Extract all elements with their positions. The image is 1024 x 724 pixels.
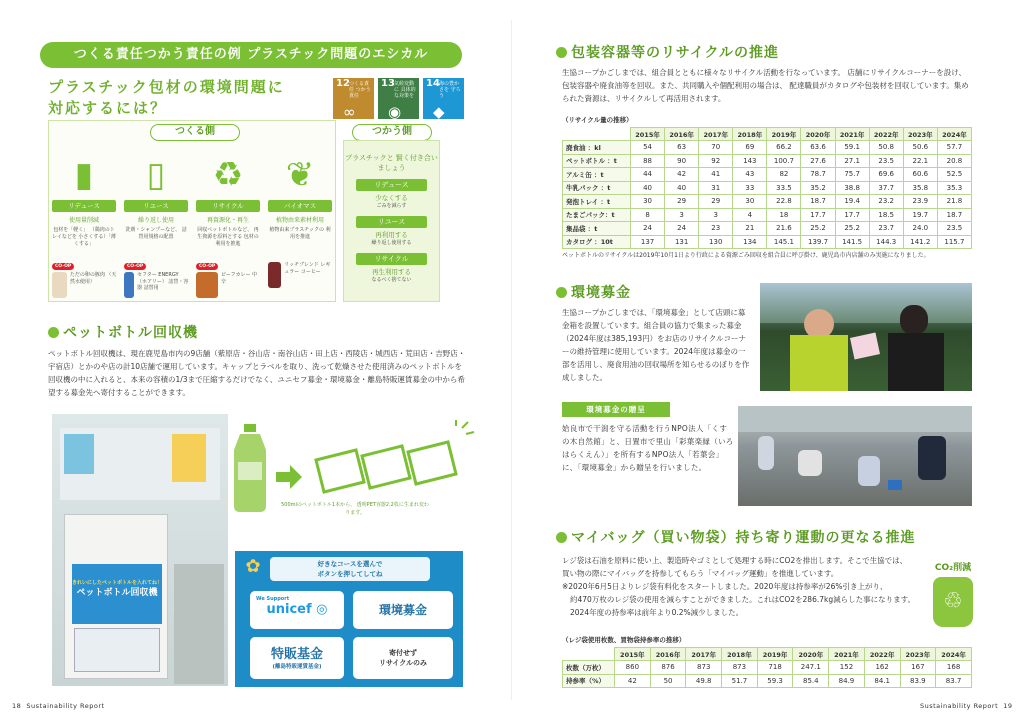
table-cell: 860: [615, 661, 651, 675]
tsukau-tag: リデュース: [356, 179, 427, 191]
product-row: [268, 262, 334, 288]
table-cell: 38.8: [835, 181, 869, 195]
product-example: [124, 260, 190, 298]
envelope: [850, 333, 880, 360]
tsukuru-heading: つくる側: [150, 124, 240, 141]
table-cell: 141.5: [835, 235, 869, 249]
sdg-goal-12: [333, 78, 374, 119]
table-cell: 29: [665, 195, 699, 209]
column-header: 2018年: [733, 128, 767, 141]
person: [918, 436, 946, 480]
table-cell: 23.5: [937, 222, 971, 236]
table-cell: 40: [631, 181, 665, 195]
row-label: 廃食油 ：kl: [563, 141, 631, 155]
screen-instruction-line1: 好きなコースを選んで: [317, 560, 383, 568]
table-cell: 23: [699, 222, 733, 236]
table-cell: 4: [733, 208, 767, 222]
table-cell: 21.8: [937, 195, 971, 209]
tsukau-title: プラスチックと 賢く付き合いましょう: [345, 154, 438, 172]
bag-heading: [556, 527, 915, 547]
table-cell: 50: [650, 674, 686, 688]
sdg-goal-14: [423, 78, 464, 119]
report-name: Sustainability Report: [920, 702, 999, 710]
item-subtitle: 使用量削減: [68, 217, 99, 224]
table-cell: 18.7: [937, 208, 971, 222]
table-cell: 131: [665, 235, 699, 249]
poster: [64, 434, 94, 474]
table-cell: 78.7: [801, 168, 835, 182]
sdg-text: 海の豊かさを 守ろう: [439, 81, 461, 99]
bag-table-caption: （レジ袋使用枚数、買物袋持参率の推移）: [562, 636, 686, 644]
product-example: [268, 260, 334, 288]
column-header: 2022年: [864, 648, 900, 661]
coop-logo: CO-OP: [52, 263, 74, 270]
pet-heading-text: ペットボトル回収機: [63, 325, 198, 341]
bag-paragraph: [562, 554, 922, 619]
unicef-text: unicef: [266, 602, 312, 617]
table-cell: 50.8: [869, 141, 903, 155]
person: [858, 456, 880, 486]
table-cell: 25.2: [801, 222, 835, 236]
table-row: [563, 141, 972, 155]
machine-label-text: ペットボトル回収機: [76, 588, 158, 598]
bag-line: 買い物の際にマイバッグを持参してもらう「マイバッグ運動」を推進しています。: [562, 569, 839, 578]
product-caption: ビーフカレー 中辛: [220, 272, 258, 285]
column-header: 2024年: [936, 648, 972, 661]
column-header: 2015年: [631, 128, 665, 141]
table-row: [563, 181, 972, 195]
table-cell: 63: [665, 141, 699, 155]
table-cell: 90: [665, 154, 699, 168]
bullet-dot: [48, 327, 59, 338]
table-cell: 23.2: [869, 195, 903, 209]
table-cell: 24: [631, 222, 665, 236]
fund-heading: [556, 282, 631, 302]
table-cell: 139.7: [801, 235, 835, 249]
column-header: 2023年: [903, 128, 937, 141]
coop-logo: CO-OP: [196, 263, 218, 270]
table-cell: 83.9: [900, 674, 936, 688]
table-cell: 247.1: [793, 661, 829, 675]
table-row: [563, 208, 972, 222]
row-label: アルミ缶 ：t: [563, 168, 631, 182]
gift-tag: 環境募金の贈呈: [562, 402, 670, 417]
table-cell: 21.6: [767, 222, 801, 236]
table-cell: 57.7: [937, 141, 971, 155]
recycle-icon: ♻: [212, 155, 244, 195]
table-cell: 152: [829, 661, 865, 675]
table-row: [563, 222, 972, 236]
table-cell: 52.5: [937, 168, 971, 182]
recycle-note: ペットボトルのリサイクルは2019年10月1日より行政による資源ごみ回収を組合員に呼び掛け、鹿児島市内店舗のみ実施になりました。: [562, 252, 930, 259]
sdg-text: 気候変動に 具体的な対策を: [394, 81, 416, 99]
table-cell: 31: [699, 181, 733, 195]
right-footer: [920, 702, 1013, 710]
fund-heading-text: 環境募金: [571, 285, 631, 301]
table-cell: 3: [665, 208, 699, 222]
unicef-button[interactable]: [250, 591, 344, 629]
tsukau-tag: リサイクル: [356, 253, 427, 265]
refill-pack-icon: ▯: [146, 155, 166, 195]
table-cell: 17.7: [801, 208, 835, 222]
tsukau-detail: なるべく捨てない: [371, 277, 412, 283]
bag-line: 2024年度の持参率は前年より0.2%減少しました。: [570, 608, 744, 617]
table-cell: 8: [631, 208, 665, 222]
bullet-dot: [556, 287, 567, 298]
table-cell: 29: [699, 195, 733, 209]
bottle-caption: 500mlのペットボトル1本から、 透明PET容器2.2枚に生まれ変わります。: [281, 502, 429, 516]
table-cell: 33.5: [767, 181, 801, 195]
product-package: [268, 262, 281, 288]
cat-mascot-icon: ✿: [245, 556, 261, 577]
sky: [760, 283, 972, 323]
tidal-flat-photo: [738, 406, 972, 506]
tokuhan-main-text: 特販基金: [270, 647, 323, 662]
table-cell: 54: [631, 141, 665, 155]
no-donation-line1: 寄付せず: [389, 649, 417, 657]
table-cell: 168: [936, 661, 972, 675]
product-caption: セフター ENERGY （ホアリー） 詰替・容器 詰替用: [137, 272, 189, 291]
sparkle-icon: [456, 420, 474, 434]
column-header: 2017年: [686, 648, 722, 661]
infinity-icon: ∞: [343, 103, 356, 121]
page-number: 18: [12, 702, 22, 710]
product-package: [196, 272, 218, 298]
bag-table: [562, 647, 972, 688]
table-row: [563, 195, 972, 209]
table-cell: 41: [699, 168, 733, 182]
table-cell: 873: [686, 661, 722, 675]
env-fund-button[interactable]: 環境募金: [353, 591, 453, 629]
person-head: [900, 305, 928, 335]
screen-instruction: [270, 557, 430, 581]
item-tag: リデュース: [52, 200, 116, 212]
title-line-1: プラスチック包材の環境問題に: [48, 78, 285, 96]
co2-reduction-badge: [926, 560, 980, 636]
table-cell: 134: [733, 235, 767, 249]
column-header: 2020年: [793, 648, 829, 661]
table-cell: 42: [665, 168, 699, 182]
row-label: ペットボトル ：t: [563, 154, 631, 168]
table-cell: 24: [665, 222, 699, 236]
table-cell: 19.4: [835, 195, 869, 209]
table-cell: 20.8: [937, 154, 971, 168]
table-cell: 3: [699, 208, 733, 222]
table-cell: 23.5: [869, 154, 903, 168]
bottle-icon: [234, 424, 266, 512]
sdg-goal-13: [378, 78, 419, 119]
person-jacket: [888, 333, 944, 391]
gift-paragraph: 姶良市で干潟を守る活動を行うNPO法人「くすの木自然館」と、日置市で里山「彩葉楽縁（いろはらくえん）」を所有するNPO法人「若葉会」に、「環境募金」から贈呈を行いました。: [562, 424, 734, 472]
bag-line: ※2020年6月5日よりレジ袋有料化をスタートしました。2020年度は持参率が26%引き上がり、: [562, 582, 888, 591]
recycling-machine-photo: [52, 414, 228, 686]
table-cell: 23.9: [903, 195, 937, 209]
table-row: [563, 674, 972, 688]
title-line-2: 対応するには？: [48, 99, 168, 117]
row-label: 牛乳パック ：t: [563, 181, 631, 195]
item-tag: リユース: [124, 200, 188, 212]
leaf-icon: ❦: [285, 155, 315, 195]
coop-logo: CO-OP: [124, 263, 146, 270]
tsukuru-items: [52, 150, 332, 300]
table-cell: 42: [615, 674, 651, 688]
tsukuru-item: [52, 150, 116, 248]
tsukuru-item: [268, 150, 332, 241]
co2-text: CO₂削減: [934, 563, 972, 573]
table-cell: 145.1: [767, 235, 801, 249]
column-header: 2022年: [869, 128, 903, 141]
bottle-icon: ▮: [74, 155, 94, 195]
table-cell: 49.8: [686, 674, 722, 688]
table-cell: 27.1: [835, 154, 869, 168]
table-cell: 84.1: [864, 674, 900, 688]
report-name: Sustainability Report: [26, 702, 105, 710]
tokuhan-sub-text: (離島特販運賃基金): [272, 664, 322, 670]
bag-heading-text: マイバッグ（買い物袋）持ち寄り運動の更なる推進: [571, 530, 916, 546]
table-cell: 92: [699, 154, 733, 168]
table-cell: 137: [631, 235, 665, 249]
donation-photo: [760, 283, 972, 391]
column-header: 2021年: [829, 648, 865, 661]
recycle-table-caption: （リサイクル量の推移）: [562, 116, 633, 124]
table-cell: 30: [631, 195, 665, 209]
table-cell: 18.5: [869, 208, 903, 222]
globe-icon: ◎: [316, 602, 328, 617]
person: [798, 450, 822, 476]
table-cell: 873: [722, 661, 758, 675]
table-cell: 141.2: [903, 235, 937, 249]
table-cell: 70: [699, 141, 733, 155]
item-description: 植物由来プラスチックの 利用を推進: [269, 227, 331, 240]
sdg-number: 12: [336, 78, 350, 89]
pet-heading: [48, 322, 198, 342]
sdg-icons: [333, 78, 467, 120]
row-label: 集品袋 ：t: [563, 222, 631, 236]
table-cell: 59.1: [835, 141, 869, 155]
item-subtitle: 再資源化・再生: [206, 217, 249, 224]
page-divider: [511, 20, 512, 700]
table-cell: 66.2: [767, 141, 801, 155]
page-title: [48, 77, 285, 119]
product-row: [124, 272, 190, 298]
table-cell: 876: [650, 661, 686, 675]
table-cell: 27.6: [801, 154, 835, 168]
water: [738, 406, 972, 432]
table-cell: 144.3: [869, 235, 903, 249]
person-jacket: [790, 335, 848, 391]
table-row: [563, 168, 972, 182]
unicef-small-text: We Support: [256, 596, 290, 602]
item-description: 回収ペットボトルなど、 再生資源を原料とする 包材の利用を推進: [197, 227, 259, 247]
table-cell: 69.6: [869, 168, 903, 182]
row-label: 発泡トレイ ：t: [563, 195, 631, 209]
tsukau-subtitle: 少なくする: [375, 194, 408, 202]
table-cell: 43: [733, 168, 767, 182]
bullet-dot: [556, 532, 567, 543]
item-tag: バイオマス: [268, 200, 332, 212]
table-cell: 22.8: [767, 195, 801, 209]
column-header: 2019年: [757, 648, 793, 661]
table-cell: 100.7: [767, 154, 801, 168]
table-cell: 75.7: [835, 168, 869, 182]
table-cell: 167: [900, 661, 936, 675]
machine-door: [74, 628, 160, 672]
bullet-dot: [556, 47, 567, 58]
table-cell: 88: [631, 154, 665, 168]
no-donation-button[interactable]: [353, 637, 453, 679]
table-cell: 35.8: [903, 181, 937, 195]
column-header: 2017年: [699, 128, 733, 141]
column-header: 2021年: [835, 128, 869, 141]
tsukau-subtitle: 再生利用する: [372, 268, 411, 276]
column-header: 2024年: [937, 128, 971, 141]
tsukau-box: [343, 140, 440, 302]
recycle-paragraph: 生協コープかごしまでは、組合員とともに様々なリサイクル活動を行なっています。 店舗にリサイクルコーナーを設け、包装容器や廃食油等を回収。また、共同購入や個配利用の場合は、 配達職員がカタログや包装材を回収しています。集められた資源は、リサイクルして再活用されます。: [562, 68, 969, 103]
table-cell: 22.1: [903, 154, 937, 168]
table-cell: 35.2: [801, 181, 835, 195]
table-cell: 19.7: [903, 208, 937, 222]
product-package: [124, 272, 134, 298]
table-cell: 59.3: [757, 674, 793, 688]
pet-paragraph: ペットボトル回収機は、現在鹿児島市内の9店舗（紫原店・谷山店・南谷山店・田上店・西陵店・城西店・荒田店・吉野店・宇宿店）とかのや店の計10店舗で運用しています。キャップとラベルを取り、洗って乾燥させた使用済みのペットボトルを回収機の中に入れると、本来の容積の1/3まで圧縮するだけでなく、ユニセフ募金・環境募金・離島特販運賃募金の中から希望する募金先へ寄付することができます。: [48, 349, 466, 397]
item-subtitle: 繰り返し使用: [137, 217, 174, 224]
product-caption: リッチブレンド レギュラー コーヒー: [284, 262, 331, 275]
table-cell: 63.6: [801, 141, 835, 155]
bag-line: 約470万枚のレジ袋の使用を減らすことができました。これはCO2を286.7kg減らした事になります。: [570, 595, 916, 604]
eye-globe-icon: ◉: [388, 103, 402, 121]
item-subtitle: 植物由来素材利用: [275, 217, 324, 224]
table-cell: 83.7: [936, 674, 972, 688]
table-cell: 143: [733, 154, 767, 168]
table-cell: 60.6: [903, 168, 937, 182]
poster: [172, 434, 206, 482]
table-cell: 44: [631, 168, 665, 182]
tsukau-rows: [344, 179, 439, 284]
column-header: 2019年: [767, 128, 801, 141]
row-label: たまごパック：t: [563, 208, 631, 222]
product-package: [52, 272, 67, 298]
bag-line: レジ袋は石油を原料に使い上、製造時やゴミとして処理する時にCO2を排出します。そこで生協では、: [562, 556, 908, 565]
page-number: 19: [1003, 702, 1013, 710]
item-tag: リサイクル: [196, 200, 260, 212]
column-header: 2023年: [900, 648, 936, 661]
fish-icon: ◆: [433, 103, 445, 121]
column-header: 2016年: [650, 648, 686, 661]
table-cell: 50.6: [903, 141, 937, 155]
table-cell: 85.4: [793, 674, 829, 688]
table-cell: 35.3: [937, 181, 971, 195]
unicef-logo: [250, 602, 344, 617]
product-row: [196, 272, 262, 298]
table-cell: 115.7: [937, 235, 971, 249]
table-row: [563, 154, 972, 168]
corner-cell: [563, 128, 631, 141]
product-example: [52, 260, 118, 298]
tsukau-detail: 繰り返し使用する: [371, 240, 412, 246]
tsukau-tag: リユース: [356, 216, 427, 228]
bucket: [888, 480, 902, 490]
no-donation-line2: リサイクルのみ: [378, 659, 428, 667]
column-header: 2018年: [722, 648, 758, 661]
eco-bag-icon: ♲: [933, 577, 973, 627]
fund-paragraph: 生協コープかごしまでは、「環境募金」として店頭に募金箱を設置しています。組合員の協力で集まった募金（2024年度は385,193円）をお店のリサイクルコーナーの維持管理に使用しています。2024年度は募金の一部を活用し、廃食用油の回収場所を知らせるのぼりを作成しました。: [562, 308, 750, 382]
sdg-number: 13: [381, 78, 395, 89]
table-cell: 33: [733, 181, 767, 195]
recycle-heading-text: 包装容器等のリサイクルの推進: [571, 45, 780, 61]
product-caption: ただの卵の豚肉 （天然水使用）: [69, 272, 117, 285]
tsukau-subtitle: 再利用する: [375, 231, 408, 239]
tsukau-detail: ごみを減らす: [376, 203, 407, 209]
table-cell: 718: [757, 661, 793, 675]
table-cell: 37.7: [869, 181, 903, 195]
table-cell: 84.9: [829, 674, 865, 688]
product-example: [196, 260, 262, 298]
table-cell: 162: [864, 661, 900, 675]
screen-instruction-line2: ボタンを押してしてね: [317, 570, 383, 578]
tray-icon: [316, 442, 456, 492]
recycle-table: [562, 127, 972, 249]
column-header: 2020年: [801, 128, 835, 141]
table-cell: 21: [733, 222, 767, 236]
tokuhan-fund-button[interactable]: [250, 637, 344, 679]
column-header: 2016年: [665, 128, 699, 141]
machine-label: [72, 564, 162, 624]
table-cell: 82: [767, 168, 801, 182]
table-cell: 40: [665, 181, 699, 195]
corner-cell: [563, 648, 615, 661]
machine-top-text: きれいにしたペットボトルを入れてね！: [72, 580, 163, 586]
section-banner: つくる責任つかう責任の例 プラスチック問題のエシカル: [40, 42, 462, 68]
arrow-icon: [276, 465, 302, 489]
table-cell: 130: [699, 235, 733, 249]
table-row: [563, 661, 972, 675]
tsukau-heading: つかう側: [352, 124, 432, 141]
sdg-number: 14: [426, 78, 440, 89]
background-shelf: [174, 564, 224, 684]
table-cell: 18: [767, 208, 801, 222]
table-cell: 18.7: [801, 195, 835, 209]
left-footer: [12, 702, 105, 710]
table-cell: 51.7: [722, 674, 758, 688]
table-cell: 25.2: [835, 222, 869, 236]
table-cell: 17.7: [835, 208, 869, 222]
item-description: 洗剤・シャンプーなど、 詰替用規格の配置: [125, 227, 187, 240]
person: [758, 436, 774, 470]
table-cell: 30: [733, 195, 767, 209]
item-description: 包材を「軽く」 （鶏肉のトレイなどを 小さくする）「薄くする」: [52, 227, 116, 247]
tsukuru-item: [124, 150, 188, 241]
table-cell: 23.7: [869, 222, 903, 236]
table-cell: 69: [733, 141, 767, 155]
product-row: [52, 272, 118, 298]
row-label: 枚数（万枚）: [563, 661, 615, 675]
recycle-heading: [556, 42, 779, 62]
table-cell: 24.0: [903, 222, 937, 236]
row-label: カタログ ：10t: [563, 235, 631, 249]
row-label: 持参率（%）: [563, 674, 615, 688]
table-row: [563, 235, 972, 249]
tsukuru-item: [196, 150, 260, 248]
column-header: 2015年: [615, 648, 651, 661]
sdg-text: つくる責任 つかう責任: [349, 81, 371, 99]
